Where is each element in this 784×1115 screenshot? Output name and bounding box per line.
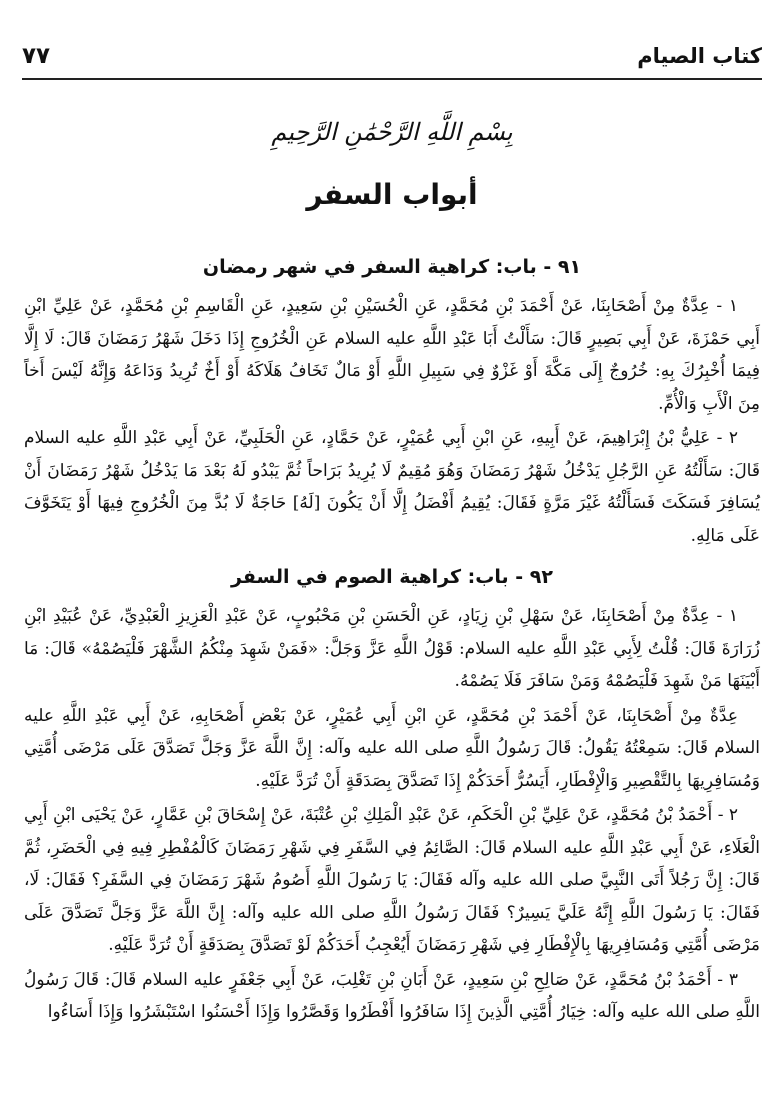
basmala: بِسْمِ اللَّهِ الرَّحْمَٰنِ الرَّحِيمِ (271, 118, 513, 146)
hadith-paragraph: ٣ - أَحْمَدُ بْنُ مُحَمَّدٍ، عَنْ صَالِحِ بْنِ سَعِيدٍ، عَنْ أَبَانِ بْنِ تَغْلِبَ، عَنْ أَبِي جَعْفَرٍ عليه السلام قَالَ: قَالَ رَسُولُ اللَّهِ صلى الله عليه وآله: خِيَارُ أُمَّتِي الَّذِينَ إِذَا سَافَرُوا أَفْطَرُوا وَقَصَّرُوا وَإِذَا أَحْسَنُوا اسْتَبْشَرُوا وَإِذَا أَسَاءُوا (24, 969, 760, 1022)
hadith-paragraph: ١ - عِدَّةٌ مِنْ أَصْحَابِنَا، عَنْ سَهْلِ بْنِ زِيَادٍ، عَنِ الْحَسَنِ بْنِ مَحْبُوبٍ، عَنْ عَبْدِ الْعَزِيزِ الْعَبْدِيِّ، عَنْ عُبَيْدِ ابْنِ زُرَارَةَ قَالَ: قُلْتُ لِأَبِي عَبْدِ اللَّهِ عليه السلام: قَوْلُ اللَّهِ عَزَّ وَجَلَّ: «فَمَنْ شَهِدَ مِنْكُمُ الشَّهْرَ فَلْيَصُمْهُ» قَالَ: مَا أَبْيَنَهَا مَنْ شَهِدَ فَلْيَصُمْهُ وَمَنْ سَافَرَ فَلَا يَصُمْهُ. (24, 606, 760, 691)
text-body (24, 256, 760, 1031)
hadith-paragraph: ٢ - عَلِيُّ بْنُ إِبْرَاهِيمَ، عَنْ أَبِيهِ، عَنِ ابْنِ أَبِي عُمَيْرٍ، عَنْ حَمَّادٍ، عَنِ الْحَلَبِيِّ، عَنْ أَبِي عَبْدِ اللَّهِ عليه السلام قَالَ: سَأَلْتُهُ عَنِ الرَّجُلِ يَدْخُلُ شَهْرُ رَمَضَانَ وَهُوَ مُقِيمٌ لَا يُرِيدُ بَرَاحاً ثُمَّ يَبْدُو لَهُ بَعْدَ مَا يَدْخُلُ شَهْرُ رَمَضَانَ أَنْ يُسَافِرَ فَسَكَتَ فَسَأَلْتُهُ غَيْرَ مَرَّةٍ فَقَالَ: يُقِيمُ أَفْضَلُ إِلَّا أَنْ يَكُونَ [لَهُ] حَاجَةٌ لَا بُدَّ مِنَ الْخُرُوجِ فِيهَا أَوْ يَتَخَوَّفَ عَلَى مَالِهِ. (24, 428, 760, 546)
page-header (22, 34, 762, 80)
chapter-heading-92: ٩٢ - باب: كراهية الصوم في السفر (231, 566, 553, 588)
section-title: أبواب السفر (306, 178, 478, 211)
page-number: ٧٧ (22, 43, 51, 69)
chapter-heading-91: ٩١ - باب: كراهية السفر في شهر رمضان (202, 256, 582, 278)
hadith-paragraph: عِدَّةٌ مِنْ أَصْحَابِنَا، عَنْ أَحْمَدَ بْنِ مُحَمَّدٍ، عَنِ ابْنِ أَبِي عُمَيْرٍ، عَنْ بَعْضِ أَصْحَابِهِ، عَنْ أَبِي عَبْدِ اللَّهِ عليه السلام قَالَ: سَمِعْتُهُ يَقُولُ: قَالَ رَسُولُ اللَّهِ صلى الله عليه وآله: إِنَّ اللَّهَ عَزَّ وَجَلَّ تَصَدَّقَ عَلَى مَرْضَى أُمَّتِي وَمُسَافِرِيهَا بِالتَّقْصِيرِ وَالْإِفْطَارِ، أَيَسُرُّ أَحَدَكُمْ إِذَا تَصَدَّقَ بِصَدَقَةٍ أَنْ تُرَدَّ عَلَيْهِ. (24, 705, 760, 791)
running-title: كتاب الصيام (637, 44, 762, 68)
hadith-paragraph: ١ - عِدَّةٌ مِنْ أَصْحَابِنَا، عَنْ أَحْمَدَ بْنِ مُحَمَّدٍ، عَنِ الْحُسَيْنِ بْنِ سَعِيدٍ، عَنِ الْقَاسِمِ بْنِ مُحَمَّدٍ، عَنْ عَلِيِّ ابْنِ أَبِي حَمْزَةَ، عَنْ أَبِي بَصِيرٍ قَالَ: سَأَلْتُ أَبَا عَبْدِ اللَّهِ عليه السلام عَنِ الْخُرُوجِ إِذَا دَخَلَ شَهْرُ رَمَضَانَ قَالَ: لَا إِلَّا فِيمَا أُخْبِرُكَ بِهِ: خُرُوجٌ إِلَى مَكَّةَ أَوْ غَزْوٌ فِي سَبِيلِ اللَّهِ أَوْ مَالٌ تَخَافُ هَلَاكَهُ أَوْ أَخٌ تُرِيدُ وَدَاعَهُ وَإِنَّهُ لَيْسَ أَخاً مِنَ الْأَبِ وَالْأُمِّ. (24, 296, 760, 414)
hadith-paragraph: ٢ - أَحْمَدُ بْنُ مُحَمَّدٍ، عَنْ عَلِيِّ بْنِ الْحَكَمِ، عَنْ عَبْدِ الْمَلِكِ بْنِ عُتْبَةَ، عَنْ إِسْحَاقَ بْنِ عَمَّارٍ، عَنْ يَحْيَى ابْنِ أَبِي الْعَلَاءِ، عَنْ أَبِي عَبْدِ اللَّهِ عليه السلام قَالَ: الصَّائِمُ فِي السَّفَرِ فِي شَهْرِ رَمَضَانَ كَالْمُفْطِرِ فِيهِ فِي الْحَضَرِ، ثُمَّ قَالَ: إِنَّ رَجُلاً أَتَى النَّبِيَّ صلى الله عليه وآله فَقَالَ: يَا رَسُولَ اللَّهِ أَصُومُ شَهْرَ رَمَضَانَ فِي السَّفَرِ؟ فَقَالَ: لَا، فَقَالَ: يَا رَسُولَ اللَّهِ إِنَّهُ عَلَيَّ يَسِيرٌ؟ فَقَالَ رَسُولُ اللَّهِ صلى الله عليه وآله: إِنَّ اللَّهَ عَزَّ وَجَلَّ تَصَدَّقَ عَلَى مَرْضَى أُمَّتِي وَمُسَافِرِيهَا بِالْإِفْطَارِ فِي شَهْرِ رَمَضَانَ أَيُعْجِبُ أَحَدَكُمْ لَوْ تَصَدَّقَ بِصَدَقَةٍ أَنْ تُرَدَّ عَلَيْهِ. (24, 805, 760, 955)
